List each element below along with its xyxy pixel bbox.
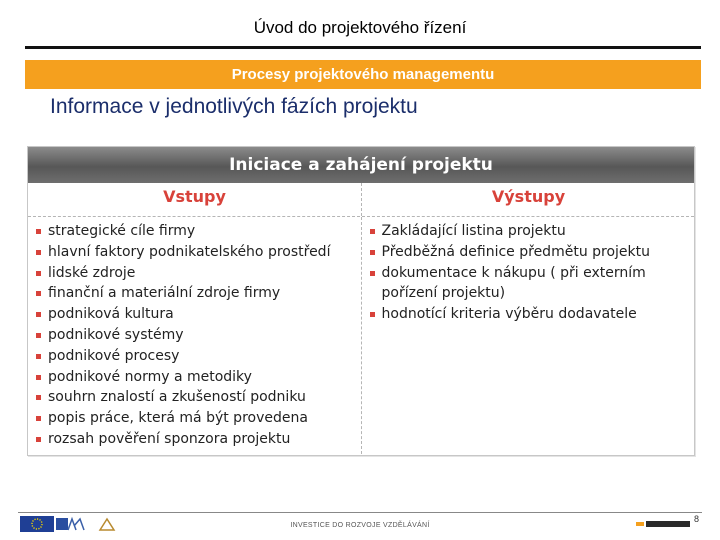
title-rule: [25, 46, 701, 49]
list-item: hlavní faktory podnikatelského prostředí: [36, 242, 361, 263]
inputs-list: [28, 217, 361, 450]
columns-body: [28, 217, 694, 454]
phase-table: [27, 146, 695, 456]
slide-title: Úvod do projektového řízení: [253, 18, 467, 37]
outputs-column-title: Výstupy: [491, 187, 566, 206]
list-item: Zakládající listina projektu: [370, 221, 695, 242]
section-heading: Informace v jednotlivých fázích projektu: [50, 95, 418, 118]
list-item: podniková kultura: [36, 304, 361, 325]
list-item: Předběžná definice předmětu projektu: [370, 242, 695, 263]
footer-text: INVESTICE DO ROZVOJE VZDĚLÁVÁNÍ: [290, 522, 430, 529]
list-item: strategické cíle firmy: [36, 221, 361, 242]
footer-rule: [18, 512, 702, 513]
inputs-column: [28, 217, 362, 454]
list-item: souhrn znalostí a zkušeností podniku: [36, 387, 361, 408]
phase-table-title: Iniciace a zahájení projektu: [28, 147, 694, 183]
partner-logo: [636, 516, 692, 532]
list-item: dokumentace k nákupu ( při externím pořízení projektu): [370, 263, 695, 305]
list-item: podnikové procesy: [36, 346, 361, 367]
page-number: 8: [694, 514, 700, 524]
outputs-column: [362, 217, 695, 454]
list-item: hodnotící kriteria výběru dodavatele: [370, 304, 695, 325]
outputs-list: [362, 217, 695, 325]
list-item: rozsah pověření sponzora projektu: [36, 429, 361, 450]
list-item: finanční a materiální zdroje firmy: [36, 283, 361, 304]
inputs-column-title: Vstupy: [28, 183, 362, 216]
list-item: podnikové systémy: [36, 325, 361, 346]
list-item: popis práce, která má být provedena: [36, 408, 361, 429]
section-banner: Procesy projektového managementu: [25, 60, 701, 89]
list-item: podnikové normy a metodiky: [36, 367, 361, 388]
list-item: lidské zdroje: [36, 263, 361, 284]
column-headers: [28, 183, 694, 217]
